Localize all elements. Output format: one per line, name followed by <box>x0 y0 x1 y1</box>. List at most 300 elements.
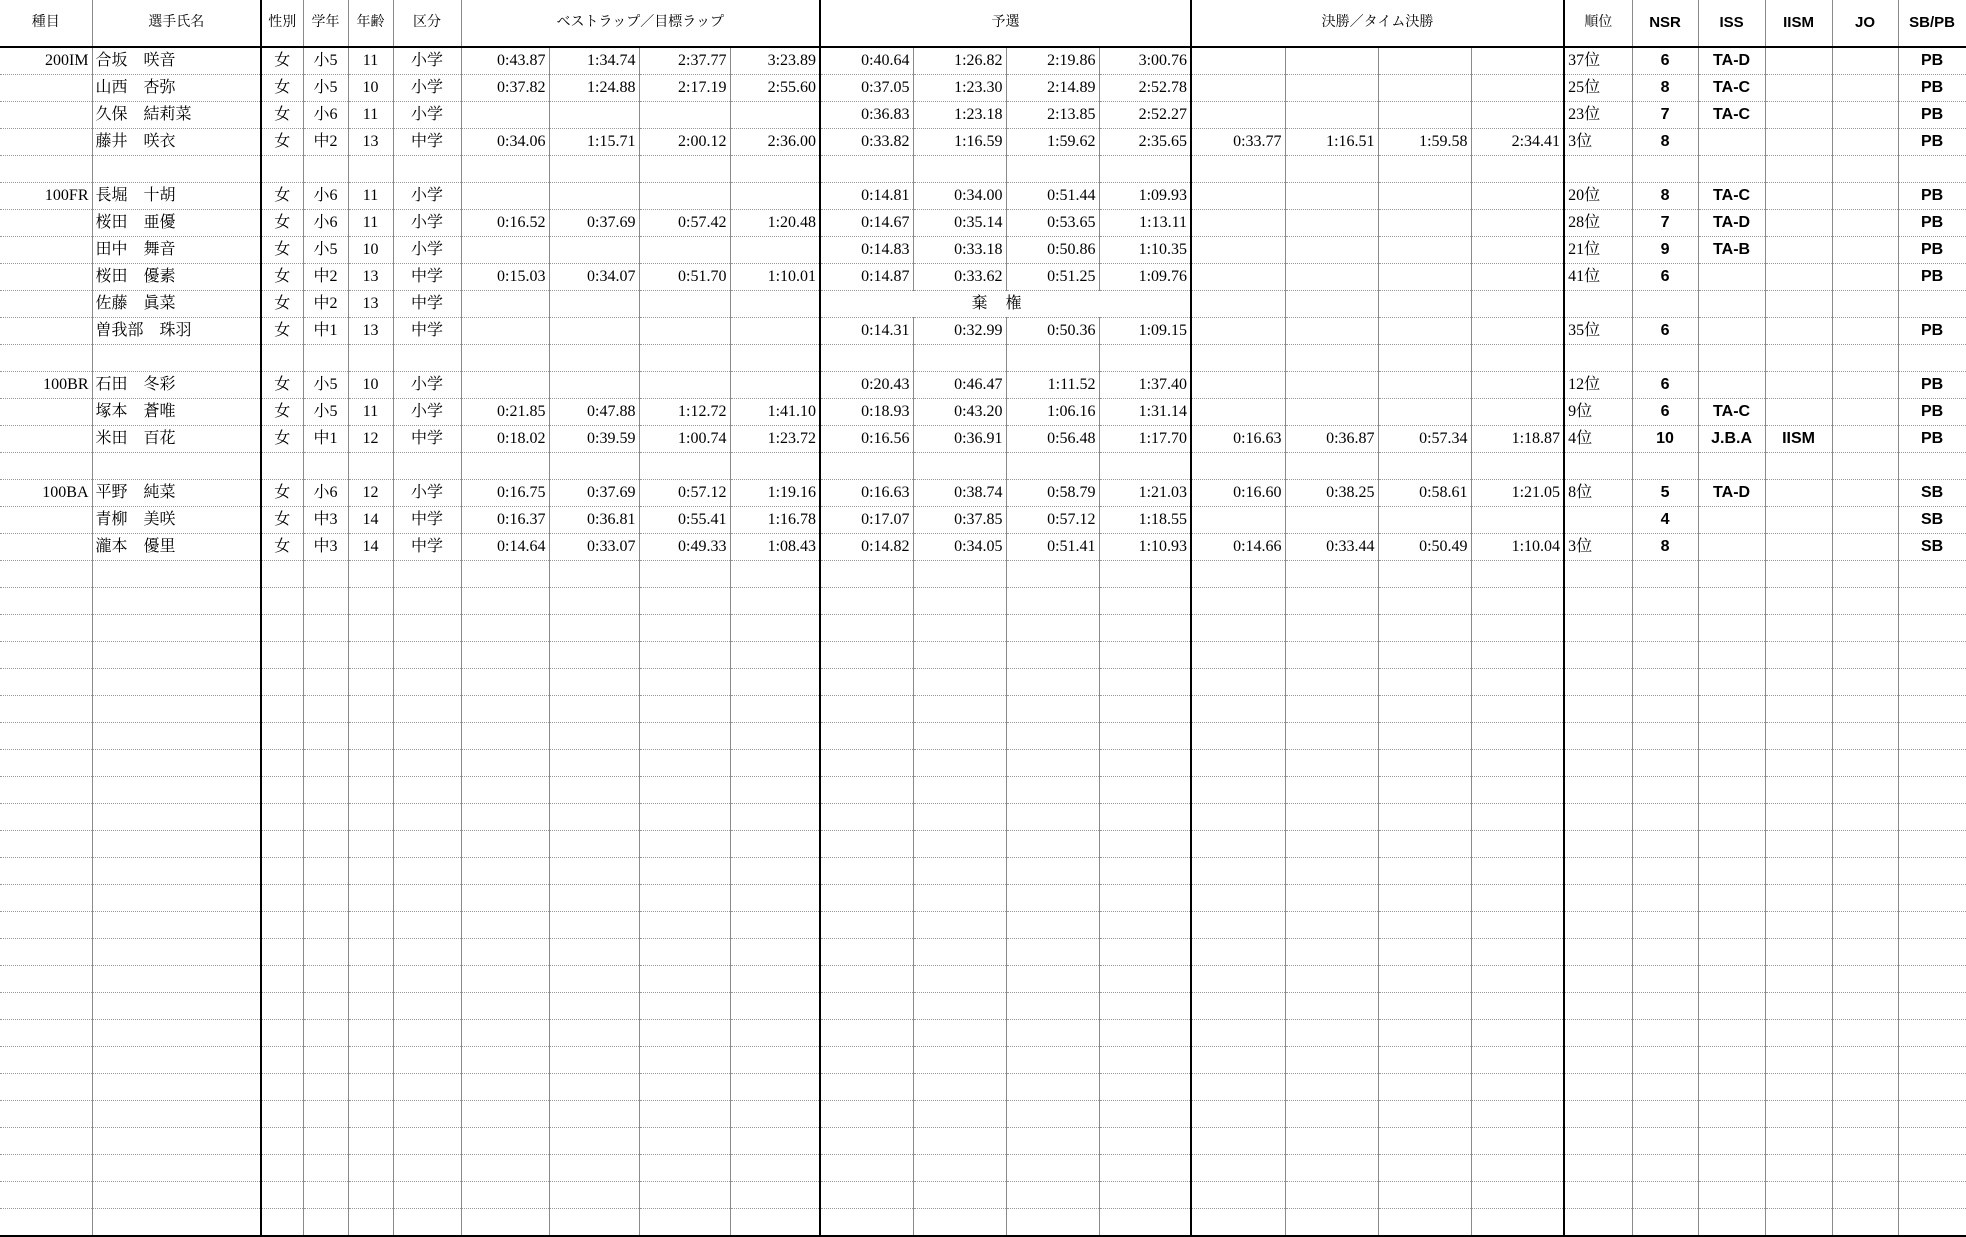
cell-sbpb <box>1898 723 1966 750</box>
cell-best-lap: 1:10.01 <box>730 264 820 291</box>
cell-iism <box>1765 453 1832 480</box>
cell-best-lap <box>461 1128 549 1155</box>
cell-iss <box>1698 1155 1765 1182</box>
cell-prelim-lap: 2:19.86 <box>1006 47 1099 75</box>
cell-best-lap <box>549 237 639 264</box>
cell-best-lap: 1:24.88 <box>549 75 639 102</box>
cell-prelim-lap <box>913 831 1006 858</box>
cell-best-lap <box>730 642 820 669</box>
cell-best-lap <box>639 1047 730 1074</box>
cell-age <box>348 831 393 858</box>
cell-prelim-lap <box>1006 1074 1099 1101</box>
cell-rank <box>1564 615 1632 642</box>
cell-division <box>393 993 461 1020</box>
cell-final-lap <box>1378 750 1471 777</box>
cell-division <box>393 831 461 858</box>
header-grade: 学年 <box>303 0 348 47</box>
cell-best-lap: 2:36.00 <box>730 129 820 156</box>
cell-prelim-lap <box>1099 1101 1191 1128</box>
cell-grade <box>303 642 348 669</box>
cell-iss: TA-C <box>1698 399 1765 426</box>
cell-final-lap <box>1285 399 1378 426</box>
cell-prelim-lap <box>820 156 913 183</box>
cell-event <box>0 858 92 885</box>
cell-final-lap <box>1471 588 1564 615</box>
cell-final-lap <box>1191 669 1285 696</box>
cell-final-lap <box>1471 804 1564 831</box>
cell-rank: 23位 <box>1564 102 1632 129</box>
cell-prelim-lap <box>1006 345 1099 372</box>
cell-iss <box>1698 561 1765 588</box>
cell-name <box>92 1101 261 1128</box>
cell-sex <box>261 966 303 993</box>
cell-iism <box>1765 75 1832 102</box>
cell-prelim-lap: 0:14.67 <box>820 210 913 237</box>
cell-best-lap <box>461 183 549 210</box>
cell-final-lap <box>1191 1182 1285 1209</box>
cell-final-lap <box>1285 1128 1378 1155</box>
cell-sbpb <box>1898 642 1966 669</box>
cell-iss <box>1698 939 1765 966</box>
cell-age: 13 <box>348 291 393 318</box>
cell-prelim-lap <box>913 966 1006 993</box>
cell-prelim-lap: 0:57.12 <box>1006 507 1099 534</box>
cell-jo <box>1832 453 1898 480</box>
cell-best-lap <box>639 642 730 669</box>
header-final: 決勝／タイム決勝 <box>1191 0 1564 47</box>
cell-best-lap <box>461 912 549 939</box>
cell-best-lap <box>730 993 820 1020</box>
cell-final-lap <box>1378 642 1471 669</box>
cell-best-lap <box>639 1101 730 1128</box>
cell-age: 11 <box>348 183 393 210</box>
cell-final-lap <box>1378 47 1471 75</box>
cell-name <box>92 966 261 993</box>
cell-jo <box>1832 669 1898 696</box>
cell-final-lap <box>1378 399 1471 426</box>
cell-sbpb <box>1898 912 1966 939</box>
cell-final-lap <box>1378 669 1471 696</box>
cell-best-lap <box>639 1182 730 1209</box>
cell-nsr <box>1632 1209 1698 1237</box>
cell-iss <box>1698 1074 1765 1101</box>
cell-prelim-lap: 1:17.70 <box>1099 426 1191 453</box>
cell-best-lap <box>730 615 820 642</box>
cell-final-lap <box>1191 237 1285 264</box>
cell-prelim-lap: 0:51.44 <box>1006 183 1099 210</box>
cell-sex <box>261 669 303 696</box>
cell-age: 10 <box>348 237 393 264</box>
cell-nsr <box>1632 1020 1698 1047</box>
cell-best-lap: 0:57.42 <box>639 210 730 237</box>
cell-sex: 女 <box>261 318 303 345</box>
cell-sex <box>261 912 303 939</box>
cell-iss <box>1698 1047 1765 1074</box>
cell-final-lap <box>1471 47 1564 75</box>
cell-prelim-lap <box>820 993 913 1020</box>
cell-best-lap <box>639 1074 730 1101</box>
cell-rank <box>1564 966 1632 993</box>
cell-prelim-lap <box>1099 1182 1191 1209</box>
cell-final-lap <box>1285 264 1378 291</box>
cell-best-lap <box>639 831 730 858</box>
cell-sbpb: SB <box>1898 480 1966 507</box>
table-row <box>0 75 1966 102</box>
cell-final-lap <box>1378 1155 1471 1182</box>
cell-best-lap <box>639 318 730 345</box>
cell-best-lap: 0:34.07 <box>549 264 639 291</box>
empty-row <box>0 912 1966 939</box>
cell-sbpb <box>1898 858 1966 885</box>
cell-prelim-lap <box>1006 561 1099 588</box>
cell-prelim-lap <box>820 966 913 993</box>
table-row <box>0 507 1966 534</box>
header-row <box>0 0 1966 47</box>
cell-best-lap <box>549 561 639 588</box>
cell-sbpb <box>1898 1209 1966 1237</box>
cell-event: 100BR <box>0 372 92 399</box>
cell-event <box>0 777 92 804</box>
cell-event <box>0 804 92 831</box>
cell-jo <box>1832 507 1898 534</box>
cell-final-lap <box>1471 183 1564 210</box>
cell-division: 小学 <box>393 237 461 264</box>
cell-event: 100BA <box>0 480 92 507</box>
cell-prelim-lap <box>1099 453 1191 480</box>
cell-final-lap: 1:21.05 <box>1471 480 1564 507</box>
cell-prelim-lap <box>1006 453 1099 480</box>
cell-final-lap <box>1471 345 1564 372</box>
cell-grade <box>303 669 348 696</box>
cell-final-lap <box>1471 723 1564 750</box>
cell-grade <box>303 696 348 723</box>
cell-final-lap <box>1285 1182 1378 1209</box>
cell-final-lap <box>1191 804 1285 831</box>
cell-event <box>0 102 92 129</box>
cell-jo <box>1832 372 1898 399</box>
cell-sbpb <box>1898 669 1966 696</box>
cell-final-lap <box>1471 912 1564 939</box>
empty-row <box>0 561 1966 588</box>
cell-iism <box>1765 804 1832 831</box>
cell-prelim-lap <box>1006 696 1099 723</box>
cell-final-lap: 0:33.44 <box>1285 534 1378 561</box>
cell-prelim-lap <box>1099 750 1191 777</box>
cell-prelim-lap <box>913 1101 1006 1128</box>
cell-prelim-lap: 2:35.65 <box>1099 129 1191 156</box>
cell-sex <box>261 561 303 588</box>
cell-iss <box>1698 804 1765 831</box>
cell-age: 14 <box>348 507 393 534</box>
cell-jo <box>1832 588 1898 615</box>
cell-prelim-lap: 0:43.20 <box>913 399 1006 426</box>
cell-nsr: 6 <box>1632 264 1698 291</box>
cell-prelim-lap: 0:56.48 <box>1006 426 1099 453</box>
cell-final-lap <box>1191 615 1285 642</box>
cell-nsr <box>1632 804 1698 831</box>
cell-final-lap <box>1471 399 1564 426</box>
cell-grade: 小5 <box>303 75 348 102</box>
cell-division <box>393 345 461 372</box>
cell-jo <box>1832 993 1898 1020</box>
cell-best-lap <box>461 885 549 912</box>
cell-iss <box>1698 507 1765 534</box>
cell-nsr <box>1632 156 1698 183</box>
cell-final-lap <box>1471 615 1564 642</box>
cell-name <box>92 669 261 696</box>
cell-best-lap <box>730 102 820 129</box>
cell-event <box>0 291 92 318</box>
cell-final-lap <box>1285 183 1378 210</box>
cell-prelim-lap: 0:16.56 <box>820 426 913 453</box>
cell-final-lap <box>1191 210 1285 237</box>
cell-sex <box>261 453 303 480</box>
cell-best-lap <box>730 696 820 723</box>
cell-final-lap <box>1191 1020 1285 1047</box>
cell-final-lap <box>1378 723 1471 750</box>
cell-iism <box>1765 993 1832 1020</box>
cell-nsr <box>1632 750 1698 777</box>
cell-final-lap <box>1378 237 1471 264</box>
cell-iism <box>1765 777 1832 804</box>
cell-jo <box>1832 1209 1898 1237</box>
empty-row <box>0 588 1966 615</box>
cell-event <box>0 831 92 858</box>
header-rank: 順位 <box>1564 0 1632 47</box>
cell-sex: 女 <box>261 237 303 264</box>
cell-event <box>0 561 92 588</box>
cell-iss <box>1698 291 1765 318</box>
cell-prelim-note: 棄権 <box>820 291 1191 318</box>
cell-best-lap <box>730 372 820 399</box>
cell-sex: 女 <box>261 264 303 291</box>
cell-iism <box>1765 1020 1832 1047</box>
cell-nsr: 8 <box>1632 129 1698 156</box>
cell-nsr: 4 <box>1632 507 1698 534</box>
cell-jo <box>1832 237 1898 264</box>
cell-rank: 8位 <box>1564 480 1632 507</box>
cell-prelim-lap <box>820 804 913 831</box>
cell-age <box>348 642 393 669</box>
cell-final-lap <box>1378 345 1471 372</box>
cell-prelim-lap <box>820 1101 913 1128</box>
cell-jo <box>1832 858 1898 885</box>
cell-prelim-lap <box>913 1155 1006 1182</box>
cell-best-lap <box>639 345 730 372</box>
cell-final-lap <box>1285 966 1378 993</box>
cell-prelim-lap: 0:14.83 <box>820 237 913 264</box>
cell-grade <box>303 588 348 615</box>
cell-best-lap <box>639 1128 730 1155</box>
cell-nsr <box>1632 831 1698 858</box>
cell-best-lap <box>549 669 639 696</box>
cell-age <box>348 777 393 804</box>
cell-sbpb <box>1898 1182 1966 1209</box>
cell-rank <box>1564 993 1632 1020</box>
cell-jo <box>1832 291 1898 318</box>
cell-sbpb: PB <box>1898 426 1966 453</box>
cell-sex <box>261 1128 303 1155</box>
cell-prelim-lap <box>1099 156 1191 183</box>
cell-sbpb <box>1898 345 1966 372</box>
cell-final-lap <box>1191 858 1285 885</box>
cell-final-lap <box>1471 858 1564 885</box>
cell-final-lap <box>1378 1074 1471 1101</box>
cell-prelim-lap <box>1099 561 1191 588</box>
cell-name <box>92 561 261 588</box>
cell-final-lap <box>1285 750 1378 777</box>
cell-division: 中学 <box>393 264 461 291</box>
cell-final-lap <box>1285 912 1378 939</box>
cell-name: 長堀 十胡 <box>92 183 261 210</box>
cell-division: 小学 <box>393 183 461 210</box>
cell-rank: 25位 <box>1564 75 1632 102</box>
cell-final-lap <box>1285 561 1378 588</box>
cell-prelim-lap <box>820 831 913 858</box>
cell-iism <box>1765 291 1832 318</box>
cell-grade <box>303 561 348 588</box>
cell-nsr <box>1632 615 1698 642</box>
cell-event <box>0 1128 92 1155</box>
cell-prelim-lap: 0:34.05 <box>913 534 1006 561</box>
cell-iism <box>1765 939 1832 966</box>
cell-best-lap: 2:37.77 <box>639 47 730 75</box>
cell-jo <box>1832 804 1898 831</box>
cell-division <box>393 1155 461 1182</box>
cell-sex <box>261 993 303 1020</box>
cell-jo <box>1832 966 1898 993</box>
header-sbpb: SB/PB <box>1898 0 1966 47</box>
header-iism: IISM <box>1765 0 1832 47</box>
cell-name: 石田 冬彩 <box>92 372 261 399</box>
cell-final-lap <box>1471 1209 1564 1237</box>
cell-prelim-lap <box>913 615 1006 642</box>
cell-final-lap <box>1285 615 1378 642</box>
cell-rank <box>1564 1155 1632 1182</box>
cell-iss <box>1698 1128 1765 1155</box>
cell-best-lap <box>730 966 820 993</box>
cell-rank: 21位 <box>1564 237 1632 264</box>
cell-final-lap <box>1285 1155 1378 1182</box>
cell-iism <box>1765 1155 1832 1182</box>
cell-prelim-lap <box>1099 642 1191 669</box>
cell-sex <box>261 1047 303 1074</box>
cell-nsr <box>1632 1128 1698 1155</box>
cell-iss <box>1698 345 1765 372</box>
cell-iism <box>1765 1128 1832 1155</box>
cell-final-lap <box>1378 561 1471 588</box>
cell-best-lap <box>461 831 549 858</box>
cell-jo <box>1832 723 1898 750</box>
cell-rank <box>1564 642 1632 669</box>
cell-best-lap <box>549 453 639 480</box>
cell-final-lap <box>1471 264 1564 291</box>
cell-final-lap <box>1471 696 1564 723</box>
cell-final-lap <box>1471 156 1564 183</box>
cell-final-lap <box>1378 75 1471 102</box>
cell-final-lap <box>1191 507 1285 534</box>
cell-final-lap <box>1471 561 1564 588</box>
cell-final-lap <box>1191 588 1285 615</box>
cell-grade: 中1 <box>303 426 348 453</box>
empty-row <box>0 1182 1966 1209</box>
cell-iism <box>1765 183 1832 210</box>
cell-rank <box>1564 345 1632 372</box>
cell-grade: 中2 <box>303 129 348 156</box>
table-row <box>0 237 1966 264</box>
cell-iss <box>1698 615 1765 642</box>
cell-prelim-lap <box>820 1074 913 1101</box>
cell-grade: 小5 <box>303 47 348 75</box>
cell-iism <box>1765 102 1832 129</box>
cell-name <box>92 1209 261 1237</box>
cell-iss: TA-D <box>1698 210 1765 237</box>
cell-best-lap <box>549 1047 639 1074</box>
cell-prelim-lap <box>820 453 913 480</box>
cell-best-lap: 0:47.88 <box>549 399 639 426</box>
table-row <box>0 372 1966 399</box>
cell-grade <box>303 777 348 804</box>
cell-iism <box>1765 318 1832 345</box>
cell-final-lap <box>1285 885 1378 912</box>
cell-jo <box>1832 1020 1898 1047</box>
cell-iism <box>1765 534 1832 561</box>
table-row <box>0 129 1966 156</box>
cell-jo <box>1832 345 1898 372</box>
cell-prelim-lap <box>1099 966 1191 993</box>
cell-prelim-lap <box>820 750 913 777</box>
cell-event <box>0 1047 92 1074</box>
cell-best-lap <box>730 156 820 183</box>
cell-final-lap <box>1285 345 1378 372</box>
cell-age: 10 <box>348 372 393 399</box>
cell-sbpb: PB <box>1898 47 1966 75</box>
cell-sbpb: PB <box>1898 75 1966 102</box>
cell-final-lap <box>1191 777 1285 804</box>
cell-iism <box>1765 210 1832 237</box>
header-iss: ISS <box>1698 0 1765 47</box>
cell-event: 100FR <box>0 183 92 210</box>
cell-grade: 中3 <box>303 507 348 534</box>
cell-best-lap <box>461 372 549 399</box>
cell-best-lap <box>461 561 549 588</box>
cell-prelim-lap <box>1006 804 1099 831</box>
cell-prelim-lap: 2:14.89 <box>1006 75 1099 102</box>
header-name: 選手氏名 <box>92 0 261 47</box>
cell-prelim-lap <box>1006 669 1099 696</box>
cell-name <box>92 156 261 183</box>
cell-division <box>393 804 461 831</box>
cell-iism <box>1765 831 1832 858</box>
cell-event <box>0 1182 92 1209</box>
cell-rank <box>1564 588 1632 615</box>
cell-age: 12 <box>348 426 393 453</box>
cell-age: 11 <box>348 210 393 237</box>
cell-best-lap <box>639 372 730 399</box>
cell-prelim-lap <box>1099 858 1191 885</box>
cell-event <box>0 912 92 939</box>
cell-prelim-lap <box>1099 1020 1191 1047</box>
cell-final-lap <box>1285 453 1378 480</box>
cell-best-lap <box>639 939 730 966</box>
cell-prelim-lap: 0:14.87 <box>820 264 913 291</box>
cell-best-lap <box>730 750 820 777</box>
cell-best-lap <box>730 1128 820 1155</box>
cell-division: 小学 <box>393 480 461 507</box>
header-prelim: 予選 <box>820 0 1191 47</box>
cell-rank <box>1564 912 1632 939</box>
cell-final-lap <box>1378 1101 1471 1128</box>
